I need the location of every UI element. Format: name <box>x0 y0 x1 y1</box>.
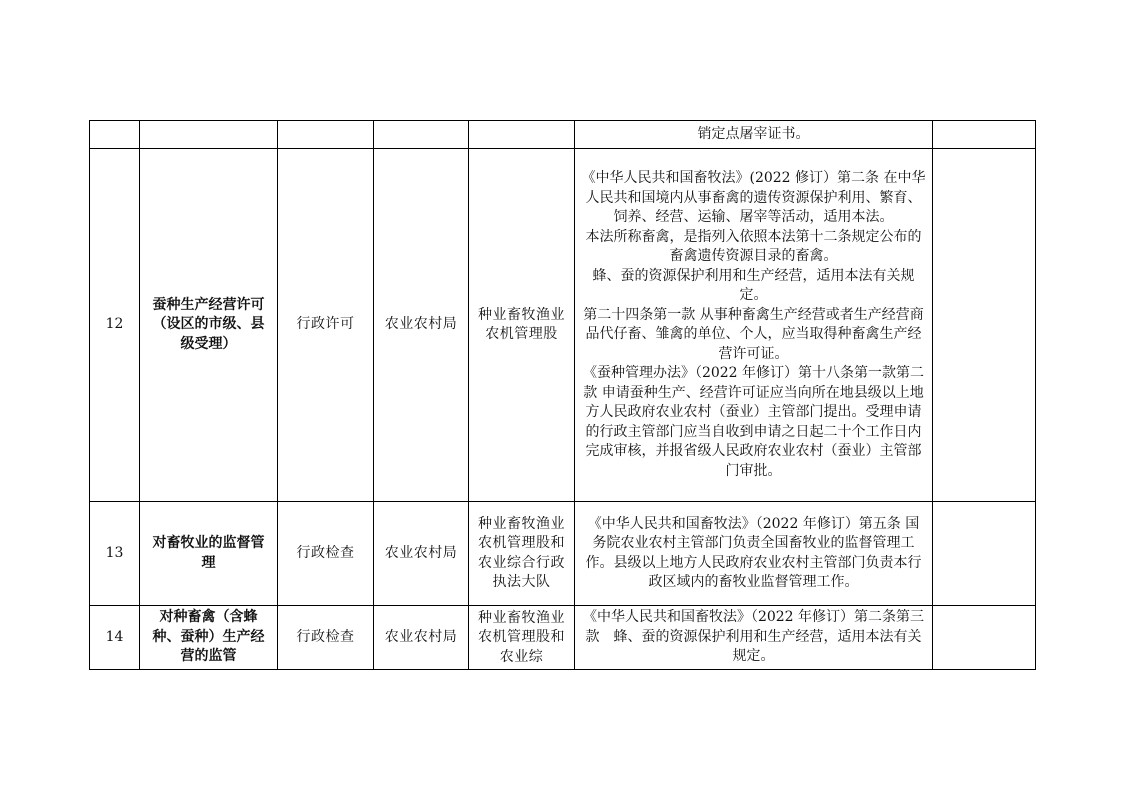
basis-paragraph: 销定点屠宰证书。 <box>697 125 810 142</box>
table-row <box>90 606 1036 670</box>
item-note <box>933 606 1036 670</box>
row-number <box>90 121 140 149</box>
item-note <box>933 502 1036 606</box>
item-category: 行政检查 <box>278 606 374 670</box>
item-name: 对畜牧业的监督管理 <box>140 502 278 606</box>
basis-paragraph: 《中华人民共和国畜牧法》（2022 年修订）第五条 国务院农业农村主管部门负责全国畜牧业的监督管理工作。县级以上地方人民政府农业农村主管部门负责本行政区域内的畜牧业监督管理工作。 <box>585 515 922 590</box>
item-department: 农业农村局 <box>374 606 469 670</box>
basis-paragraph: 蜂、蚕的资源保护利用和生产经营，适用本法有关规定。 <box>592 267 915 303</box>
row-number: 13 <box>90 502 140 606</box>
item-category: 行政许可 <box>278 149 374 502</box>
basis-paragraph: 第二十四条第一款 从事种畜禽生产经营或者生产经营商品代仔畜、雏禽的单位、个人，应当取得种畜禽生产经营许可证。 <box>583 306 924 362</box>
item-department: 农业农村局 <box>374 502 469 606</box>
permission-table <box>89 120 1036 670</box>
item-legal-basis <box>575 149 933 502</box>
item-unit <box>469 606 575 670</box>
item-note <box>933 149 1036 502</box>
item-category: 行政检查 <box>278 502 374 606</box>
item-category <box>278 121 374 149</box>
table-row <box>90 149 1036 502</box>
item-legal-basis <box>575 606 933 670</box>
item-name: 蚕种生产经营许可（设区的市级、县级受理） <box>140 149 278 502</box>
item-name <box>140 121 278 149</box>
item-department <box>374 121 469 149</box>
table-row <box>90 502 1036 606</box>
item-department: 农业农村局 <box>374 149 469 502</box>
item-name: 对种畜禽（含蜂种、蚕种）生产经营的监管 <box>140 606 278 670</box>
item-unit <box>469 121 575 149</box>
item-legal-basis <box>575 502 933 606</box>
item-note <box>933 121 1036 149</box>
basis-paragraph: 《中华人民共和国畜牧法》（2022 年修订）第二条第三款 蜂、蚕的资源保护利用和生产经营，适用本法有关规定。 <box>582 609 925 665</box>
row-number: 12 <box>90 149 140 502</box>
item-unit: 种业畜牧渔业农机管理股和农业综合行政执法大队 <box>469 502 575 606</box>
item-unit-text: 种业畜牧渔业农机管理股和农业综 <box>478 609 565 665</box>
table-row <box>90 121 1036 149</box>
item-unit: 种业畜牧渔业农机管理股 <box>469 149 575 502</box>
row-number: 14 <box>90 606 140 670</box>
item-legal-basis <box>575 121 933 149</box>
basis-paragraph: 本法所称畜禽，是指列入依照本法第十二条规定公布的畜禽遗传资源目录的畜禽。 <box>585 228 922 264</box>
basis-paragraph: 《中华人民共和国畜牧法》(2022 修订）第二条 在中华人民共和国境内从事畜禽的遗传资源保护利用、繁育、饲养、经营、运输、屠宰等活动，适用本法。 <box>581 170 926 225</box>
basis-paragraph: 《蚕种管理办法》（2022 年修订）第十八条第一款第二款 申请蚕种生产、经营许可证应当向所在地县级以上地方人民政府农业农村（蚕业）主管部门提出。受理申请的行政主管部门应当自收到申请之日起二十个工作日内完成审核，并报省级人民政府农业农村（蚕业）主管部门审批。 <box>582 365 925 479</box>
